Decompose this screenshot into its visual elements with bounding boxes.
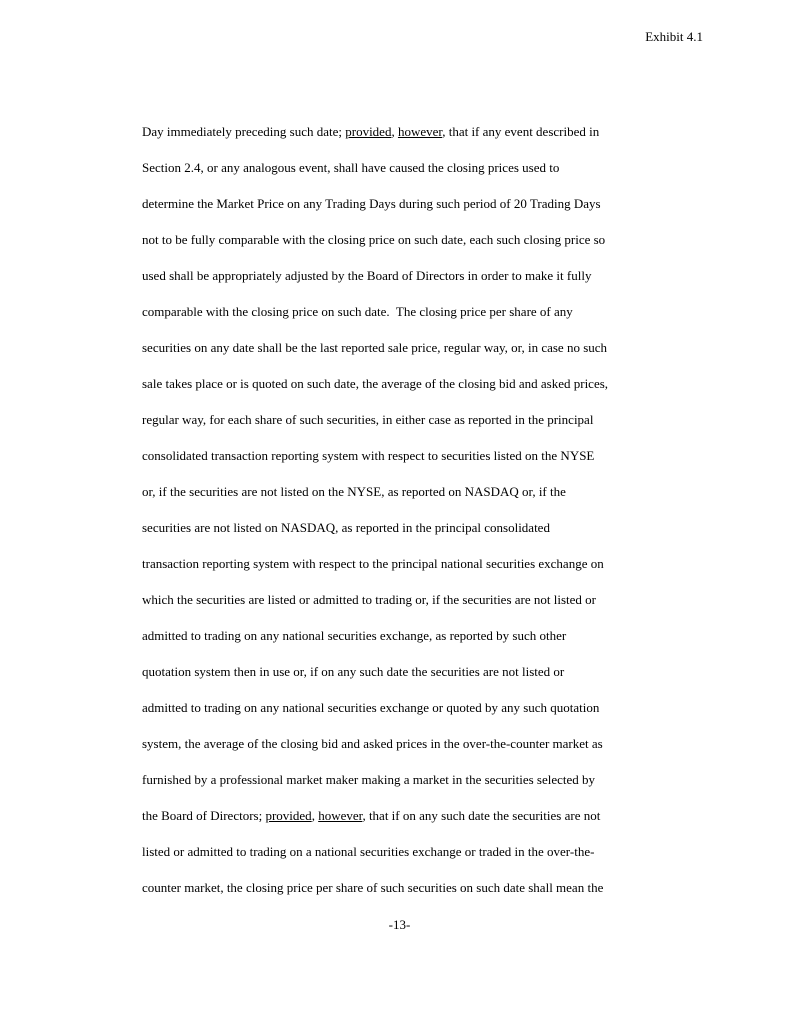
body-line bbox=[142, 654, 742, 690]
body-line bbox=[142, 150, 742, 186]
underlined-text: provided bbox=[265, 808, 312, 823]
body-line bbox=[142, 618, 742, 654]
body-text: which the securities are listed or admitted to trading or, if the securities are not listed or bbox=[142, 592, 596, 607]
body-text: Day immediately preceding such date; bbox=[142, 124, 346, 139]
body-line bbox=[142, 222, 742, 258]
body-line bbox=[142, 834, 742, 870]
body-line bbox=[142, 510, 742, 546]
body-line bbox=[142, 762, 742, 798]
body-line bbox=[142, 474, 742, 510]
body-line bbox=[142, 546, 742, 582]
body-text: , bbox=[391, 124, 398, 139]
body-line bbox=[142, 258, 742, 294]
body-line bbox=[142, 438, 742, 474]
body-line bbox=[142, 114, 742, 150]
body-text: transaction reporting system with respect to the principal national securities exchange on bbox=[142, 556, 604, 571]
body-line bbox=[142, 726, 742, 762]
body-text: , that if on any such date the securities are not bbox=[362, 808, 601, 823]
body-line bbox=[142, 870, 742, 906]
body-text: admitted to trading on any national securities exchange, as reported by such other bbox=[142, 628, 567, 643]
body-line bbox=[142, 366, 742, 402]
body-text: system, the average of the closing bid and asked prices in the over-the-counter market as bbox=[142, 736, 603, 751]
body-line bbox=[142, 690, 742, 726]
page-number: -13- bbox=[388, 917, 411, 932]
body-text: listed or admitted to trading on a national securities exchange or traded in the over-the- bbox=[142, 844, 595, 859]
body-line bbox=[142, 330, 742, 366]
underlined-text: however bbox=[397, 124, 443, 139]
body-line bbox=[142, 186, 742, 222]
body-text: consolidated transaction reporting system with respect to securities listed on the NYSE bbox=[142, 448, 595, 463]
body-text: , bbox=[311, 808, 319, 823]
body-text: determine the Market Price on any Trading Days during such period of 20 Trading Days bbox=[142, 196, 601, 211]
body-text: the Board of Directors; bbox=[142, 808, 266, 823]
body-text: sale takes place or is quoted on such date, the average of the closing bid and asked prices, bbox=[142, 376, 609, 391]
underlined-text: however bbox=[318, 808, 363, 823]
body-text: or, if the securities are not listed on the NYSE, as reported on NASDAQ or, if the bbox=[142, 484, 566, 499]
body-text: securities on any date shall be the last reported sale price, regular way, or, in case no such bbox=[142, 340, 608, 355]
body-text: Section 2.4, or any analogous event, shall have caused the closing prices used to bbox=[142, 160, 560, 175]
body-text: not to be fully comparable with the closing price on such date, each such closing price so bbox=[142, 232, 606, 247]
body-text: counter market, the closing price per share of such securities on such date shall mean the bbox=[142, 880, 604, 895]
document-body bbox=[142, 114, 742, 906]
body-text: , that if any event described in bbox=[442, 124, 600, 139]
body-text: admitted to trading on any national securities exchange or quoted by any such quotation bbox=[142, 700, 600, 715]
body-text: comparable with the closing price on such date. The closing price per share of any bbox=[142, 304, 573, 319]
exhibit-label: Exhibit 4.1 bbox=[645, 29, 703, 44]
body-text: securities are not listed on NASDAQ, as reported in the principal consolidated bbox=[142, 520, 550, 535]
body-text: quotation system then in use or, if on any such date the securities are not listed or bbox=[142, 664, 565, 679]
body-text: regular way, for each share of such securities, in either case as reported in the principal bbox=[142, 412, 594, 427]
body-line bbox=[142, 402, 742, 438]
body-line bbox=[142, 798, 742, 834]
body-text: furnished by a professional market maker making a market in the securities selected by bbox=[142, 772, 596, 787]
body-text: used shall be appropriately adjusted by the Board of Directors in order to make it fully bbox=[142, 268, 592, 283]
body-line bbox=[142, 294, 742, 330]
underlined-text: provided bbox=[345, 124, 392, 139]
body-line bbox=[142, 582, 742, 618]
